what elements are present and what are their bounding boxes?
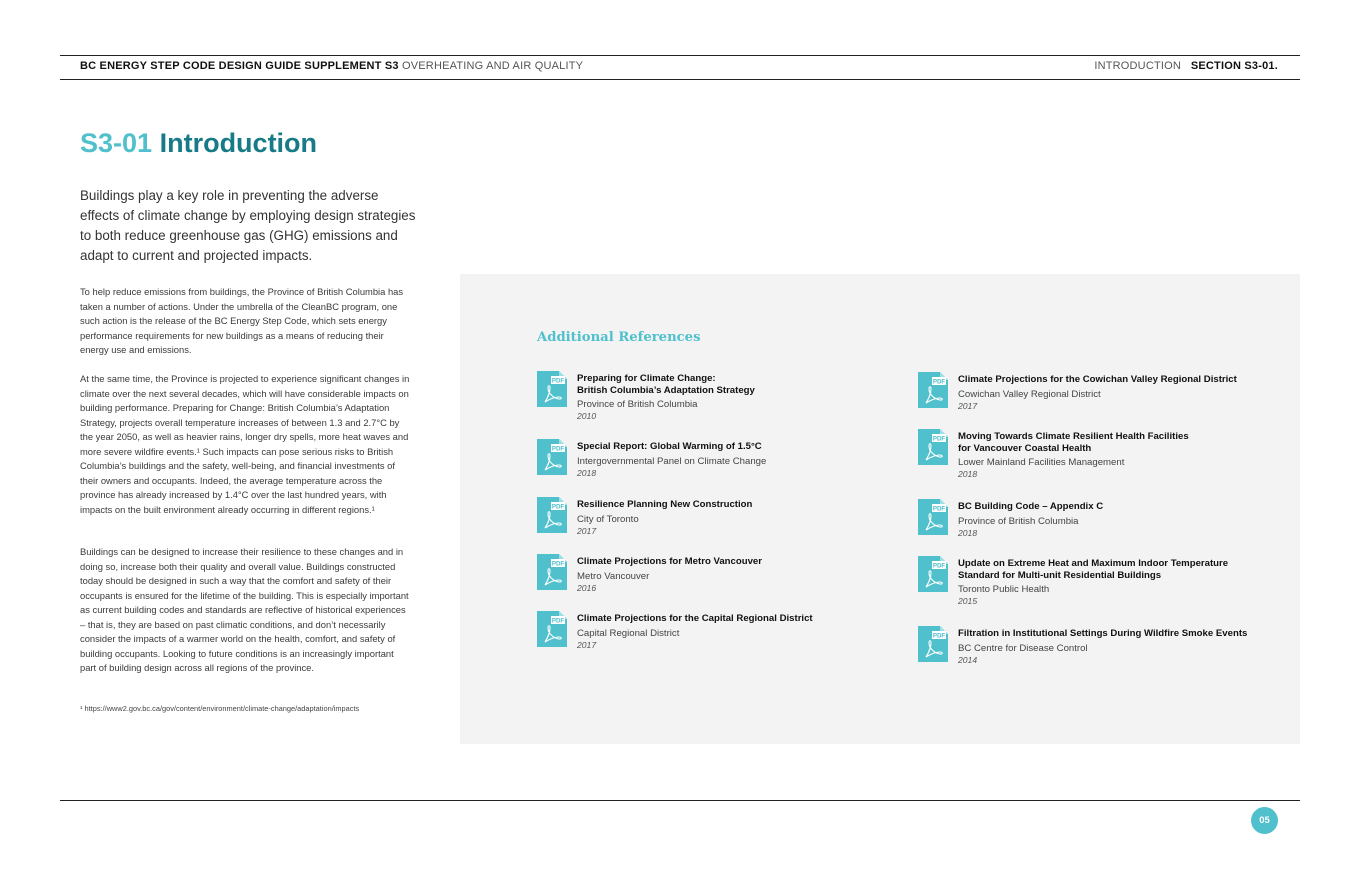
reference-title[interactable]: Resilience Planning New Construction	[577, 499, 753, 510]
reference-author: BC Centre for Disease Control	[958, 642, 1088, 654]
reference-author: Province of British Columbia	[577, 399, 698, 410]
pdf-icon	[918, 372, 948, 408]
pdf-label: PDF	[551, 560, 565, 568]
reference-year: 2017	[577, 639, 597, 650]
reference-text	[577, 613, 917, 651]
pdf-label: PDF	[932, 632, 946, 640]
pdf-label: PDF	[932, 378, 946, 386]
reference-year: 2016	[577, 582, 597, 593]
page-title	[80, 128, 317, 159]
reference-year: 2018	[958, 527, 978, 538]
reference-year: 2018	[958, 469, 978, 479]
reference-author: Province of British Columbia	[958, 515, 1079, 527]
header-section-number: SECTION S3-01.	[1190, 60, 1278, 72]
footnote: ¹ https://www2.gov.bc.ca/gov/content/environment/climate-change/adaptation/impacts	[80, 704, 360, 713]
pdf-icon	[537, 497, 567, 533]
page-title-number: S3-01	[80, 128, 153, 158]
pdf-icon	[918, 626, 948, 662]
pdf-label: PDF	[932, 505, 946, 513]
reference-text	[577, 499, 917, 537]
body-paragraph-2: At the same time, the Province is projected to experience significant changes in climate over the next several decades, which will have considerable impacts on building performance. Preparing for Change: British Columbia’s Adaptation Strategy, projects overall temperature increases of between 1.3 and 2.7°C by the year 2050, as well as heavier rains, longer dry spells, more heat waves and more severe wildfire events.¹ Such impacts can pose serious risks to British Columbia’s buildings and the safety, well-being, and financial investments of their owners and occupants. Indeed, the average temperature across the province has already increased by 1.4°C over the last hundred years, with impacts on the built environment already occurring in different regions.¹	[80, 373, 410, 515]
pdf-label: PDF	[551, 503, 565, 511]
reference-author: Capital Regional District	[577, 627, 680, 639]
reference-title[interactable]: Climate Projections for the Cowichan Valley Regional District	[958, 374, 1237, 385]
pdf-icon	[918, 556, 948, 592]
footer-rule	[60, 800, 1300, 801]
reference-text	[577, 556, 917, 594]
additional-references-panel	[460, 274, 1300, 744]
body-paragraph-3: Buildings can be designed to increase their resilience to these changes and in doing so, increase both their quality and overall value. Buildings constructed today should be designed in such a way that the comfort and safety of their occupants is ensured for the lifetime of the building. This is especially important as current building codes and standards are reflective of historical experiences – that is, they are based on past climatic conditions, and don’t necessarily consider the impacts of a warmer world on the health, comfort, and safety of building occupants. Looking to future conditions is an increasingly important part of building design across all regions of the province.	[80, 546, 409, 673]
reference-year: 2010	[577, 411, 597, 421]
header-doc-subtitle: OVERHEATING AND AIR QUALITY	[401, 60, 584, 72]
reference-author: Intergovernmental Panel on Climate Change	[577, 455, 767, 467]
reference-year: 2017	[958, 400, 978, 411]
pdf-icon	[918, 499, 948, 535]
reference-title[interactable]: Special Report: Global Warming of 1.5°C	[577, 441, 762, 452]
reference-title[interactable]: Climate Projections for Metro Vancouver	[577, 556, 762, 567]
reference-author: Lower Mainland Facilities Management	[958, 457, 1125, 468]
reference-title[interactable]: Moving Towards Climate Resilient Health Facilities for Vancouver Coastal Health	[958, 431, 1189, 454]
reference-text	[958, 558, 1298, 607]
reference-author: Cowichan Valley Regional District	[958, 388, 1101, 400]
pdf-icon	[918, 429, 948, 465]
references-heading: Additional References	[537, 330, 701, 345]
reference-text	[958, 628, 1298, 666]
reference-text	[958, 431, 1298, 480]
reference-author: City of Toronto	[577, 513, 639, 525]
reference-author: Toronto Public Health	[958, 584, 1050, 595]
header-doc-title	[80, 60, 583, 72]
reference-year: 2015	[958, 596, 978, 606]
body-paragraph-1: To help reduce emissions from buildings, the Province of British Columbia has taken a number of actions. Under the umbrella of the CleanBC program, one such action is the release of the BC Energy Step Code, which sets energy performance requirements for new buildings as a means of reducing their energy use and emissions.	[80, 286, 404, 355]
header-section-name: INTRODUCTION	[1094, 60, 1182, 72]
pdf-icon	[537, 439, 567, 475]
pdf-label: PDF	[551, 377, 565, 385]
running-header	[60, 55, 1300, 80]
reference-title[interactable]: BC Building Code – Appendix C	[958, 501, 1104, 512]
reference-text	[577, 373, 917, 422]
page-title-text: Introduction	[159, 128, 318, 158]
reference-year: 2017	[577, 525, 597, 536]
header-section	[1094, 60, 1278, 72]
pdf-icon	[537, 554, 567, 590]
header-doc-title-bold: BC ENERGY STEP CODE DESIGN GUIDE SUPPLEMENT S3	[80, 60, 399, 72]
pdf-icon	[537, 611, 567, 647]
pdf-label: PDF	[551, 445, 565, 453]
reference-year: 2018	[577, 467, 597, 478]
reference-title[interactable]: Update on Extreme Heat and Maximum Indoor Temperature Standard for Multi-unit Residential Buildings	[958, 558, 1229, 581]
reference-text	[577, 441, 917, 479]
reference-text	[958, 374, 1298, 412]
pdf-label: PDF	[551, 617, 565, 625]
pdf-label: PDF	[932, 562, 946, 570]
reference-author: Metro Vancouver	[577, 570, 650, 582]
reference-title[interactable]: Filtration in Institutional Settings During Wildfire Smoke Events	[958, 628, 1248, 639]
reference-title[interactable]: Climate Projections for the Capital Regional District	[577, 613, 813, 624]
page-number-badge: 05	[1251, 807, 1278, 834]
pdf-icon	[537, 371, 567, 407]
lead-paragraph: Buildings play a key role in preventing the adverse effects of climate change by employing design strategies to both reduce greenhouse gas (GHG) emissions and adapt to current and projected impacts.	[80, 188, 416, 263]
reference-title[interactable]: Preparing for Climate Change: British Columbia’s Adaptation Strategy	[577, 373, 755, 396]
reference-year: 2014	[958, 654, 978, 665]
pdf-label: PDF	[932, 435, 946, 443]
reference-text	[958, 501, 1298, 539]
